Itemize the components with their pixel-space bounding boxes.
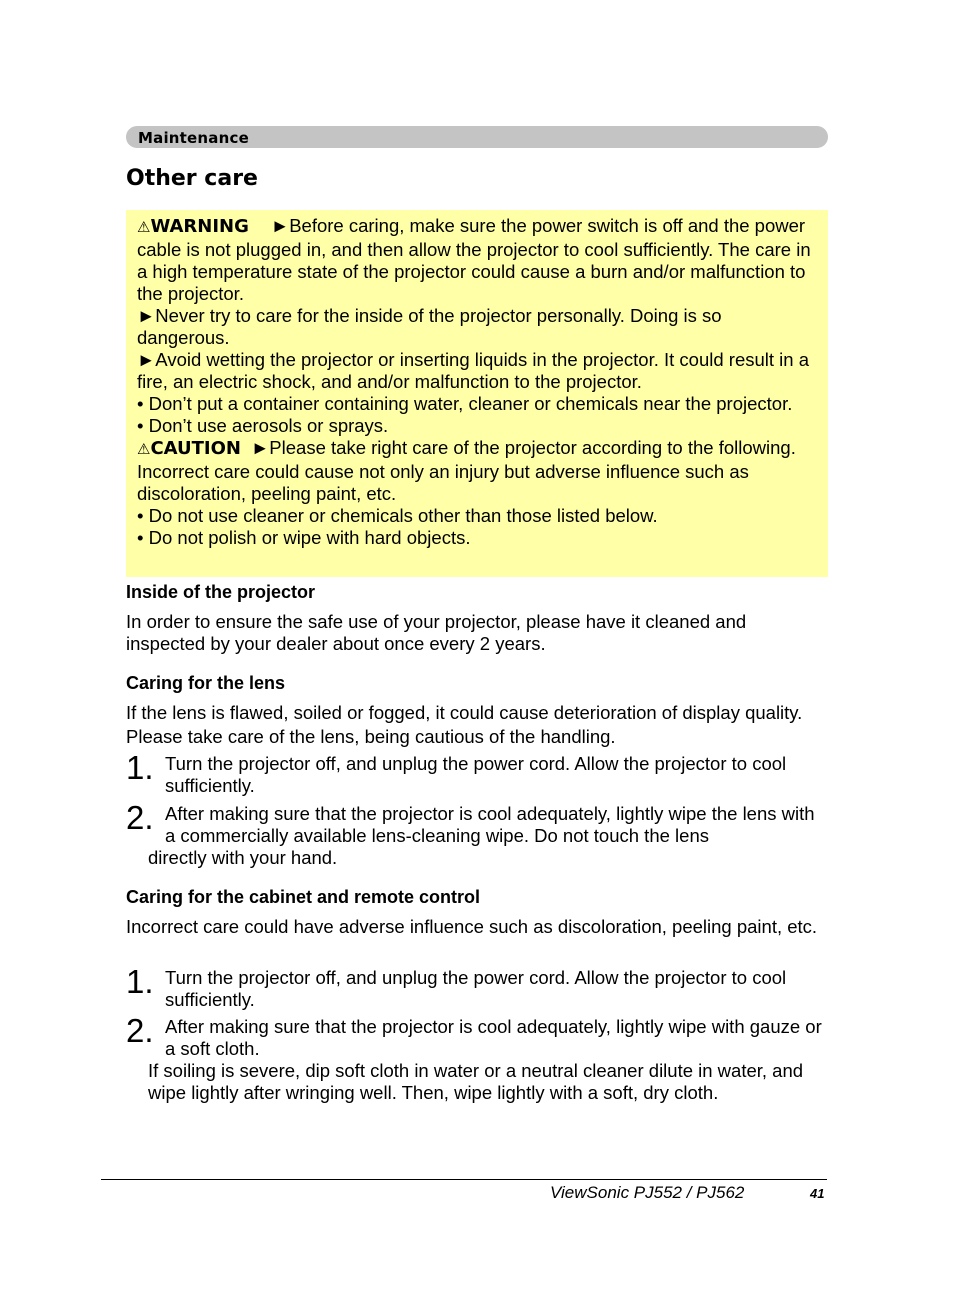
lens-heading: Caring for the lens <box>126 673 286 693</box>
lens-step <box>126 799 828 869</box>
step-number: 1. <box>126 963 154 1000</box>
caution-first-text: ►Please take right care of the projector according to the following. Incorrect care could cause not only an injury but adverse influence such as discoloration, peeling paint, etc. <box>137 437 796 504</box>
step-number: 2. <box>126 799 154 836</box>
warning-box <box>126 210 828 577</box>
cabinet-body: Incorrect care could have adverse influence such as discoloration, peeling paint, etc. <box>126 916 818 937</box>
cabinet-step <box>126 1012 828 1104</box>
step-text: Turn the projector off, and unplug the power cord. Allow the projector to cool sufficiently. <box>165 967 787 1010</box>
page-title: Other care <box>126 166 258 191</box>
step-continuation: directly with your hand. <box>148 847 338 868</box>
warning-paragraph <box>137 215 818 305</box>
inside-heading: Inside of the projector <box>126 582 316 602</box>
caution-item: • Do not polish or wipe with hard objects. <box>137 527 471 548</box>
cabinet-heading: Caring for the cabinet and remote control <box>126 887 481 907</box>
step-number: 2. <box>126 1012 154 1049</box>
section-header-bar <box>126 126 828 148</box>
caution-paragraph <box>137 437 818 505</box>
caution-item: • Do not use cleaner or chemicals other than those listed below. <box>137 505 658 526</box>
warning-triangle-icon: ⚠ <box>137 219 151 236</box>
warning-item: ►Never try to care for the inside of the projector personally. Doing is so dangerous. <box>137 305 722 348</box>
step-text: Turn the projector off, and unplug the power cord. Allow the projector to cool sufficiently. <box>165 753 787 796</box>
inside-body: In order to ensure the safe use of your projector, please have it cleaned and inspected by your dealer about once every 2 years. <box>126 611 747 654</box>
step-text: After making sure that the projector is cool adequately, lightly wipe with gauze or a soft cloth. <box>165 1016 822 1059</box>
warning-item: ►Avoid wetting the projector or inserting liquids in the projector. It could result in a fire, an electric shock, and and/or malfunction to the projector. <box>137 349 809 392</box>
warning-label: WARNING <box>150 216 249 237</box>
page-number: 41 <box>810 1186 825 1201</box>
footer-brand: ViewSonic PJ552 / PJ562 <box>550 1183 745 1202</box>
step-text: After making sure that the projector is cool adequately, lightly wipe the lens with a commercially available lens-cleaning wipe. Do not touch the lens <box>165 803 815 846</box>
warning-first-text: ►Before caring, make sure the power switch is off and the power cable is not plugged in, and then allow the projector to cool sufficiently. The care in a high temperature state of the projector could cause a burn and/or malfunction to the projector. <box>137 215 811 304</box>
warning-item: • Don’t put a container containing water, cleaner or chemicals near the projector. <box>137 393 793 414</box>
lens-body: If the lens is flawed, soiled or fogged, it could cause deterioration of display quality. Please take care of the lens, being cautious of the handling. <box>126 702 803 747</box>
caution-triangle-icon: ⚠ <box>137 441 151 458</box>
section-header-label: Maintenance <box>138 129 249 147</box>
cabinet-step <box>126 963 828 1011</box>
lens-step <box>126 749 828 797</box>
step-number: 1. <box>126 749 154 786</box>
caution-label: CAUTION <box>150 438 241 459</box>
footer-divider <box>101 1179 827 1180</box>
step-continuation: If soiling is severe, dip soft cloth in water or a neutral cleaner dilute in water, and wipe lightly after wringing well. Then, wipe lightly with a soft, dry cloth. <box>148 1060 804 1103</box>
warning-item: • Don’t use aerosols or sprays. <box>137 415 389 436</box>
